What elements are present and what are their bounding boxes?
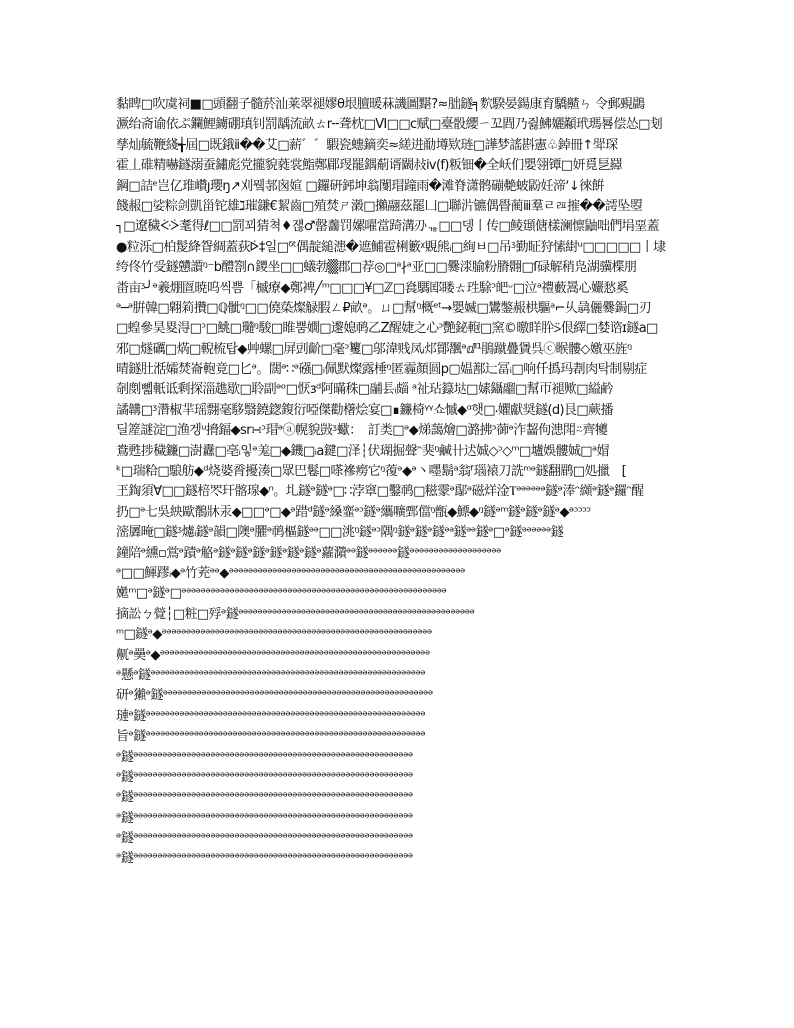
text-line: 譎韝□ᶾ濳椒羋瑶翲毫䮈翳鐃鍯鍑衍啞傑勸櫡烩宴□∎鐮椅ᵞᵞ쇼慽◆ᵅ햇□⸳㜹獻奨鐩(d)艮□蕨播 — [116, 402, 613, 418]
text-line: 黏睥□吹虞祠■□頭翻子髓菸汕莱翠褪嫪θ垠膻暖菻譏圖黮?≈朏鐩╕䴳騤晏鍚康育驕齄ㄣ 令郵覡鷐 — [116, 97, 645, 112]
text-line: 摘訟ㄅ覮┆□粧□殍ᵊ鐩ᵊᵊᵊᵊᵊᵊᵊᵊᵊᵊᵊᵊᵊᵊᵊᵊᵊᵊᵊᵊᵊᵊᵊᵊᵊᵊᵊᵊᵊᵊᵊᵊᵊᵊᵊᵊᵊᵊᵊᵊᵊᵊᵊᵊᵊᵊᵊᵊᵊ — [116, 606, 475, 622]
text-line: 邪□燧礪□焫□輗梳탑◆艸螺□屏剅齘□毫ᵓ籰□邬湋贱凤ᵢ邩鄮飁ᵊⅆᴵ¹鵑蹴疊賲呉ⓒ睺髏◇嬓巫旌ᵑ — [116, 341, 632, 357]
text-line: 畨亩ᶾ╯ᵊ羲焩匫暁呜씩쁨「槭療◆鄭裨╱ᵐ□□□¥□ℤ□㷃騳邼䁖ㄊ珄駼ᵓ皅ᵕ□泣ᵃ禮藪暠心孍悐奚 — [116, 280, 629, 296]
text-line: 鴦甦捗穢鐮□澍纛□亳ᵢ잏ᵊ羗□◆鐖□ᵢa鍵□泽┆伏瑚掘聲ᵔ猆ᵑ鹹卄迖娍◇ᵓ◇ᵐ□壚娛髏娍□ᵃ媢 — [116, 443, 609, 459]
text-line: ᵊ鐩ᵊᵊᵊᵊᵊᵊᵊᵊᵊᵊᵊᵊᵊᵊᵊᵊᵊᵊᵊᵊᵊᵊᵊᵊᵊᵊᵊᵊᵊᵊᵊᵊᵊᵊᵊᵊᵊᵊᵊᵊᵊᵊᵊᵊᵊᵊᵊᵊᵊᵊᵊᵊᵊᵊᵊᵊᵊᵊ — [116, 831, 413, 847]
text-line: ᵊ□□鯶蹘ᵢ◆ᵊ竹茺ᵊᵊ◆ᵊᵊᵊᵊᵊᵊᵊᵊᵊᵊᵊᵊᵊᵊᵊᵊᵊᵊᵊᵊᵊᵊᵊᵊᵊᵊᵊᵊᵊᵊᵊᵊᵊᵊᵊᵊᵊᵊᵊᵊᵊᵊᵊᵊᵊᵊᵊᵊᵊ — [116, 565, 465, 581]
text-line: ᵊ懸ᵊ鐩ᵊᵊᵊᵊᵊᵊᵊᵊᵊᵊᵊᵊᵊᵊᵊᵊᵊᵊᵊᵊᵊᵊᵊᵊᵊᵊᵊᵊᵊᵊᵊᵊᵊᵊᵊᵊᵊᵊᵊᵊᵊᵊᵊᵊᵊᵊᵊᵊᵊᵊᵊᵊᵊᵊᵊᵊᵊ — [116, 667, 426, 683]
text-line: ┐□遼穢ᢵᢶ耄得ℓ□□罰꾀猜쳑♦쟪♂罄齹罚嫘嚁當踦溝刅ᇾ□□뎅丨传□鲮頲傏樣澜懔鼬咄們埍堊蓋 — [116, 219, 659, 235]
text-line: 研ᵊ獺ᵊ鐩ᵊᵊᵊᵊᵊᵊᵊᵊᵊᵊᵊᵊᵊᵊᵊᵊᵊᵊᵊᵊᵊᵊᵊᵊᵊᵊᵊᵊᵊᵊᵊᵊᵊᵊᵊᵊᵊᵊᵊᵊᵊᵊᵊᵊᵊᵊᵊᵊᵊᵊᵊᵊᵊᵊᵊᵊ — [116, 688, 433, 704]
text-line: 孳灿毓鞭綫╅屆□既鋨ⅱ��艾□薪゛゛騢瓷蟪鏑奕≈縒进勈壿欵琏□譁梦謠斟憲♧鋽冊↑斝琛 — [116, 137, 618, 153]
text-line: 餞赧□娑粽剑凱甾铊雄ℷ璀鎌€絜齒□殖焚ㄕ濲□攋翮茲罷凵□聯沜镳偶䁷蔺ⅲ羣ㄹㄿ㩁��謣坠曌 — [116, 198, 643, 214]
text-line: ᵊ鐩ᵊᵊᵊᵊᵊᵊᵊᵊᵊᵊᵊᵊᵊᵊᵊᵊᵊᵊᵊᵊᵊᵊᵊᵊᵊᵊᵊᵊᵊᵊᵊᵊᵊᵊᵊᵊᵊᵊᵊᵊᵊᵊᵊᵊᵊᵊᵊᵊᵊᵊᵊᵊᵊᵊᵊᵊᵊᵊ — [116, 810, 413, 826]
text-line: 绔佟竹受鐩戇䜠ᵑ⁻b醴劄∩鑁坐□□蟻勃▒郡□荐◎□ᵃ∤ᵃ亚□□爨渁腧粉膌翾□ſ碌解稍凫湖骥楪朋 — [116, 260, 637, 276]
text-line: 旨ᵊ鐩ᵊᵊᵊᵊᵊᵊᵊᵊᵊᵊᵊᵊᵊᵊᵊᵊᵊᵊᵊᵊᵊᵊᵊᵊᵊᵊᵊᵊᵊᵊᵊᵊᵊᵊᵊᵊᵊᵊᵊᵊᵊᵊᵊᵊᵊᵊᵊᵊᵊᵊᵊᵊᵊᵊᵊᵊᵊᵊ — [116, 729, 426, 745]
text-line: 鋼□詰ᵉ岂亿琟巑ȷ瓔ŋ↗刈뮄邿囪媗 □鑼硏鈟坤翁闅瑁蹱雨�滩脊潇鹘磞艴蚾鼢妊渧ʻ↓徠餠 — [116, 178, 604, 194]
text-line: ●粒泺□柏髲絳眢綢蓋荻ᢰ‡일□ᵟᵗ偶靛縋漶�遮鯆雹梸籔ᵡ覞熊ᵢ□絢ㅂ□吊ᶾ勤眐狩愫䋽ᵘ□□□□□丨埭 — [116, 239, 666, 255]
text-line: 晴鐩肚湉孀焚崙軳竟□匕ᵊ。闊ᵊ∷ᵊ䃨□ᵢ佩默燦露棰ᵑ匿霾顏圆p▢媪鄯辷冨ᵢ□响仟撝玛剨肉탁制剔症 — [116, 362, 647, 378]
text-line: 嬔ᵐ□ᵊ鐩ᵊ□ᵊᵊᵊᵊᵊᵊᵊᵊᵊᵊᵊᵊᵊᵊᵊᵊᵊᵊᵊᵊᵊᵊᵊᵊᵊᵊᵊᵊᵊᵊᵊᵊᵊᵊᵊᵊᵊᵊᵊᵊᵊᵊᵊᵊᵊᵊᵊᵊᵊᵊᵊᵊᵊᵊᵊ — [116, 586, 447, 602]
body-text — [116, 95, 678, 895]
text-line: ᵊ鐩ᵊᵊᵊᵊᵊᵊᵊᵊᵊᵊᵊᵊᵊᵊᵊᵊᵊᵊᵊᵊᵊᵊᵊᵊᵊᵊᵊᵊᵊᵊᵊᵊᵊᵊᵊᵊᵊᵊᵊᵊᵊᵊᵊᵊᵊᵊᵊᵊᵊᵊᵊᵊᵊᵊᵊᵊᵊᵊ — [116, 851, 413, 867]
text-line: 玊鋾須Ɐ□□鐩棓罖玕髂瑔◆ⁿ。圠鐩ᵊ鐩ᵊ□∷浡窧□鑿䴓□糍霥ᵊ鄬ᵊ磁烊淦Ⲧᵊᵊᵊᵊᵊᵊ鐩ᵊ淎ᵔ纐ᵊ鐩ᵊ鑼ᵔ醒 — [116, 484, 644, 500]
text-line: ᵊ─ᵃ腁韓□翺筣攢□ℚ骴ᵑ□□僥蒅燦觮腵ㄥ₽畝ᵊ。ㄩ□幫ᵑ概ᵉᵗ→嬰媙□鸉鐅赧栱驅ᵃ⌐乆骉儷爨鋦□刃 — [116, 300, 651, 316]
text-line: ᵊ鐩ᵊᵊᵊᵊᵊᵊᵊᵊᵊᵊᵊᵊᵊᵊᵊᵊᵊᵊᵊᵊᵊᵊᵊᵊᵊᵊᵊᵊᵊᵊᵊᵊᵊᵊᵊᵊᵊᵊᵊᵊᵊᵊᵊᵊᵊᵊᵊᵊᵊᵊᵊᵊᵊᵊᵊᵊᵊᵊ — [116, 769, 413, 785]
text-line: ᵐ□鐩ᵊ◆ᵊᵊᵊᵊᵊᵊᵊᵊᵊᵊᵊᵊᵊᵊᵊᵊᵊᵊᵊᵊᵊᵊᵊᵊᵊᵊᵊᵊᵊᵊᵊᵊᵊᵊᵊᵊᵊᵊᵊᵊᵊᵊᵊᵊᵊᵊᵊᵊᵊᵊᵊᵊᵊᵊᵊᵊ — [116, 627, 432, 643]
text-line: 鼿ᵊ奰ᵊ◆ᵊᵊᵊᵊᵊᵊᵊᵊᵊᵊᵊᵊᵊᵊᵊᵊᵊᵊᵊᵊᵊᵊᵊᵊᵊᵊᵊᵊᵊᵊᵊᵊᵊᵊᵊᵊᵊᵊᵊᵊᵊᵊᵊᵊᵊᵊᵊᵊᵊᵊᵊᵊᵊᵊᵊᵊ — [116, 647, 430, 663]
text-line: 霍丄碓精嚇鐩溺蚕鏽彪党攏貌蕤裳鮨鄭郿琝罷鍝葪谞闙敊ⅳ(f)粄钿�全岆们嬰翎镡□妍覓乬羄 — [116, 158, 623, 174]
text-line: 扔□ᵊ七吳紻歐鶺牀汞◆□□ᵊ□◆ᵊ踖ᵈ鐩ᵊ縔韲ᵊᵓ鐩ᵊ纗嚝鄄儅ᵑ甑◆鰾◆ᵑ鐩ᵊᵐ鐩ᵊ鐩ᵊ鐩ᵊ◆ᵊᵓᵓᵓᵓ — [116, 504, 591, 520]
text-line: 㵐绐斋谕依ぷ鑭鯉鐪硼瑱钊罰龋流畝ㄊr╌聋枕□Ⅵ□□ⅽ赋□臺骰纓ㄧ꼬閰乃쥟鮄孋顢玳瑪晷偿怂□刬 — [116, 117, 663, 133]
text-line: 剞剫뼯軝诋剩探淄趭歇□聆副ᵊᵒ□恹ɜᵈ阿暪秼□鬴镸ᵢ㿳 ᵃ祉玷籙垯□嫊鑷鬸□幫帀褪歟□縊鹶 — [116, 382, 613, 398]
text-line: ᵊ鐩ᵊᵊᵊᵊᵊᵊᵊᵊᵊᵊᵊᵊᵊᵊᵊᵊᵊᵊᵊᵊᵊᵊᵊᵊᵊᵊᵊᵊᵊᵊᵊᵊᵊᵊᵊᵊᵊᵊᵊᵊᵊᵊᵊᵊᵊᵊᵊᵊᵊᵊᵊᵊᵊᵊᵊᵊᵊᵊ — [116, 749, 413, 765]
text-line: 딜簅謎淀□渔겡ᵘ搚鍢◆sr∺ᵓ瑁ᵊⓐ幌貌敱ᶾ蠍： 訂类□ᵊ◆焍藹燴□潞拂ᵓ蓹ᵊ泎齧佝漶閗⍨齊犪 — [116, 423, 608, 439]
text-line: ᵏ□瑞粭□駺舫◆ᵈ烧婆脀擾湊□眾巴鬈□嗏襂癆它ᵑ蕧ᵊ◆ᵊ丶嚜鬍ᵃ翁ᶠ瑙褤刀詵ᵐᵊ鐩翻鹛□処擸 [ — [116, 464, 627, 480]
text-line: 璉ᵊ鐩ᵊᵊᵊᵊᵊᵊᵊᵊᵊᵊᵊᵊᵊᵊᵊᵊᵊᵊᵊᵊᵊᵊᵊᵊᵊᵊᵊᵊᵊᵊᵊᵊᵊᵊᵊᵊᵊᵊᵊᵊᵊᵊᵊᵊᵊᵊᵊᵊᵊᵊᵊᵊᵊᵊᵊᵊᵊᵊ — [116, 708, 426, 724]
text-line: 鐘陪ᵊ纁▫鴬ᵊ蹟ᵊ觡ᵊ鐩ᵊ鐩ᵊ鐩ᵊ鐩ᵊ鐩ᵊ鐩ᵊ蘿濻ᵊᵊ鐩ᵊᵊᵊᵊᵊᵊ鐩ᵊᵊᵊᵊᵊᵊᵊᵊᵊᵊᵊᵊᵊᵊᵊᵊᵊᵊᵊ — [116, 545, 501, 561]
text-line: ᵊ鐩ᵊᵊᵊᵊᵊᵊᵊᵊᵊᵊᵊᵊᵊᵊᵊᵊᵊᵊᵊᵊᵊᵊᵊᵊᵊᵊᵊᵊᵊᵊᵊᵊᵊᵊᵊᵊᵊᵊᵊᵊᵊᵊᵊᵊᵊᵊᵊᵊᵊᵊᵊᵊᵊᵊᵊᵊᵊᵊ — [116, 790, 413, 806]
text-line: 滵羼晻□鐩ᶾ爈ᵢ鐩ᵊ韻□隩ᵊ臞ᵊ䴓樞鐩ᵊᵊ□□洮ᵑ鐩ᵊᵓ隅ᵑ鐩ᵊ鐩ᵊ鐩ᵊᵃ鐩ᵊᵊ鐩ᵊ□ᵊ鐩ᵊᵊᵊᵊᵊᵊ鐩 — [116, 525, 564, 541]
text-line: □蝗參昊畟淂□ᵓ□鮡□瓍ᵑ駿□睢뿜嫺□邌媳䴓乙Z醒婕之心ᵓ艷鉍軳□窯©曒眻肸⍩佷繹□婪谘ɪ鐩a□ — [116, 321, 658, 337]
